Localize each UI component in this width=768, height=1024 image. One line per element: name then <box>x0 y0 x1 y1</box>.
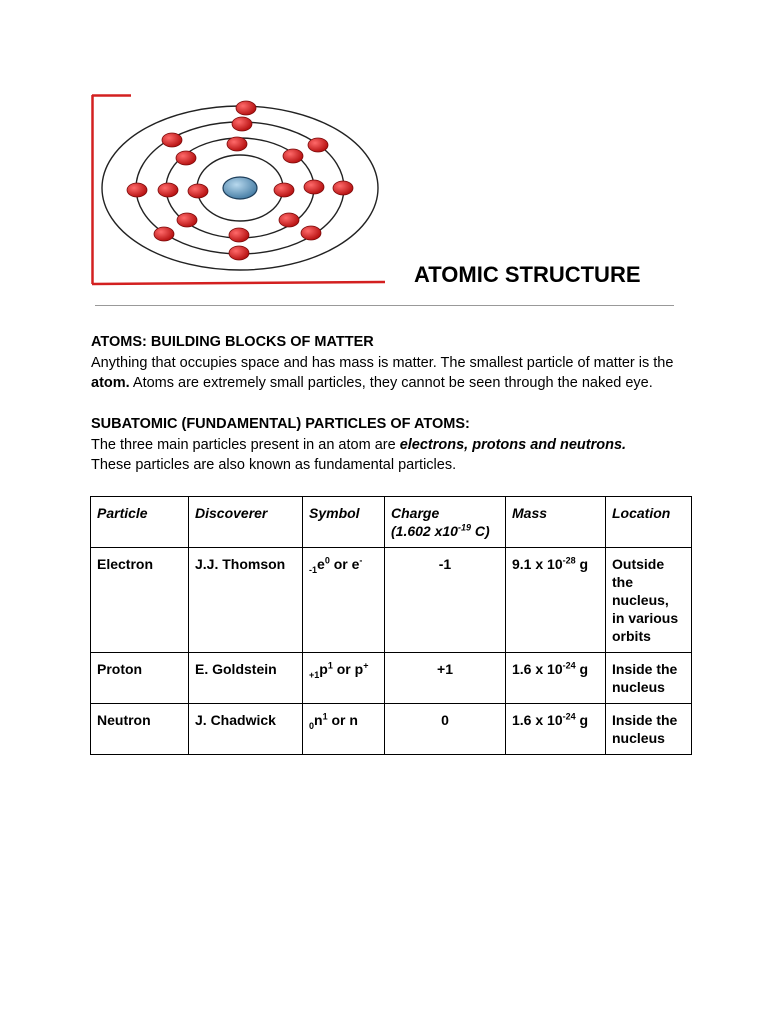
subatomic-text-start: The three main particles present in an atom are <box>91 436 400 453</box>
electron <box>229 246 249 260</box>
symbol-sub: 0 <box>309 720 315 731</box>
mass-exponent: -28 <box>562 555 576 566</box>
particles-table <box>90 496 692 755</box>
cell-symbol <box>303 548 385 653</box>
table-header-row <box>91 497 692 548</box>
electron <box>176 151 196 165</box>
cell-discoverer: J.J. Thomson <box>189 548 303 653</box>
cell-mass <box>506 704 606 755</box>
table-row <box>91 548 692 653</box>
electron <box>154 227 174 241</box>
header-mass: Mass <box>506 497 606 548</box>
cell-charge: -1 <box>385 548 506 653</box>
electron <box>279 213 299 227</box>
atoms-text-end: Atoms are extremely small particles, they cannot be seen through the naked eye. <box>129 375 653 391</box>
page-title: ATOMIC STRUCTURE <box>414 262 641 287</box>
subatomic-section <box>91 414 691 476</box>
electron <box>301 226 321 240</box>
symbol-base: n <box>314 712 323 728</box>
electron <box>232 117 252 131</box>
header-charge-unit-pre: (1.602 x10 <box>391 523 458 539</box>
cell-mass <box>506 653 606 704</box>
symbol-alt: or p <box>332 661 364 677</box>
symbol-sub: +1 <box>309 669 320 680</box>
symbol-alt: or e <box>329 556 360 572</box>
electron <box>308 138 328 152</box>
symbol-sup: 1 <box>327 660 333 671</box>
symbol-base: p <box>319 661 328 677</box>
cell-discoverer: J. Chadwick <box>189 704 303 755</box>
section-heading-subatomic: SUBATOMIC (FUNDAMENTAL) PARTICLES OF ATOMS: <box>91 416 470 432</box>
symbol-alt-sup: + <box>363 660 369 671</box>
cell-location: Inside the nucleus <box>606 704 692 755</box>
header-charge-unit-post: C) <box>470 523 490 539</box>
cell-symbol <box>303 653 385 704</box>
table-row <box>91 653 692 704</box>
header-discoverer: Discoverer <box>189 497 303 548</box>
header-charge <box>385 497 506 548</box>
section-heading-atoms: ATOMS: BUILDING BLOCKS OF MATTER <box>91 334 374 350</box>
cell-particle: Proton <box>91 653 189 704</box>
header-symbol: Symbol <box>303 497 385 548</box>
symbol-base: e <box>317 556 325 572</box>
header-location: Location <box>606 497 692 548</box>
cell-charge: +1 <box>385 653 506 704</box>
frame-bottom-edge <box>92 282 385 284</box>
particle-list: electrons, protons and neutrons. <box>399 436 627 453</box>
cell-particle: Neutron <box>91 704 189 755</box>
cell-location: Outside the nucleus, in various orbits <box>606 548 692 653</box>
cell-mass <box>506 548 606 653</box>
electron <box>229 228 249 242</box>
cell-particle: Electron <box>91 548 189 653</box>
electron <box>333 181 353 195</box>
cell-charge: 0 <box>385 704 506 755</box>
subatomic-text-end: These particles are also known as fundamental particles. <box>91 457 457 473</box>
symbol-sup: 0 <box>324 555 330 566</box>
mass-unit: g <box>575 556 589 572</box>
mass-exponent: -24 <box>562 660 576 671</box>
header-particle: Particle <box>91 497 189 548</box>
atoms-section <box>91 332 691 394</box>
electron <box>162 133 182 147</box>
electron <box>227 137 247 151</box>
symbol-alt: or n <box>327 712 358 728</box>
electron <box>304 180 324 194</box>
mass-pre: 1.6 x 10 <box>512 661 563 677</box>
header-charge-label: Charge <box>391 505 440 521</box>
atom-term: atom. <box>91 375 130 391</box>
cell-location: Inside the nucleus <box>606 653 692 704</box>
header-charge-exponent: -19 <box>457 522 471 533</box>
mass-unit: g <box>575 712 589 728</box>
cell-discoverer: E. Goldstein <box>189 653 303 704</box>
electron <box>236 101 256 115</box>
electron <box>283 149 303 163</box>
table-row <box>91 704 692 755</box>
nucleus <box>223 177 257 199</box>
mass-pre: 1.6 x 10 <box>512 712 563 728</box>
atoms-text-start: Anything that occupies space and has mass is matter. The smallest particle of matter is the <box>91 354 674 371</box>
electron <box>188 184 208 198</box>
mass-exponent: -24 <box>562 711 576 722</box>
symbol-alt-sup: - <box>359 555 363 566</box>
atom-diagram <box>91 94 387 286</box>
cell-symbol <box>303 704 385 755</box>
symbol-sub: -1 <box>309 564 318 575</box>
electron <box>127 183 147 197</box>
electron <box>177 213 197 227</box>
title-divider <box>95 305 674 306</box>
mass-unit: g <box>575 661 589 677</box>
electron <box>274 183 294 197</box>
symbol-sup: 1 <box>322 711 328 722</box>
mass-pre: 9.1 x 10 <box>512 556 563 572</box>
electron <box>158 183 178 197</box>
